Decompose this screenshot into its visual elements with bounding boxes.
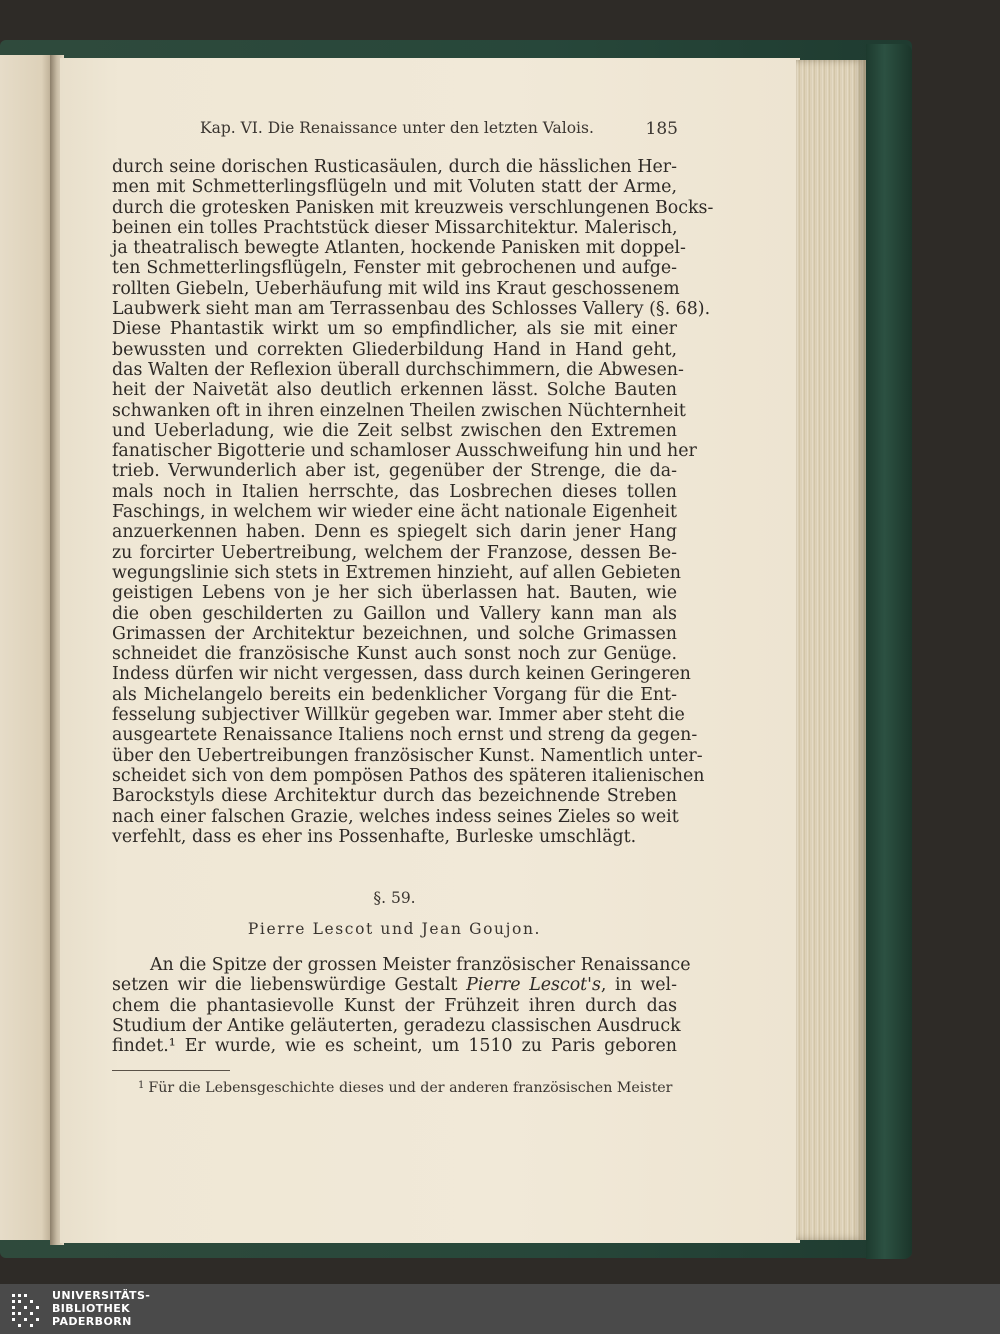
text-line: ausgeartete Renaissance Italiens noch ernst und streng da gegen- bbox=[112, 725, 698, 746]
library-logo-icon bbox=[8, 1290, 48, 1330]
page-header bbox=[200, 119, 678, 141]
text-line: ja theatralisch bewegte Atlanten, hockende Panisken mit doppel- bbox=[112, 238, 686, 259]
text-line: rollten Giebeln, Ueberhäufung mit wild ins Kraut geschossenem bbox=[112, 278, 680, 299]
cover-edge bbox=[866, 44, 912, 1259]
footnote-marker: 1 bbox=[138, 1080, 145, 1091]
text-line: scheidet sich von dem pompösen Pathos des späteren italienischen bbox=[112, 765, 705, 786]
text-line: schwanken oft in ihren einzelnen Theilen zwischen Nüchternheit bbox=[112, 400, 686, 421]
text-line: wegungslinie sich stets in Extremen hinzieht, auf allen Gebieten bbox=[112, 562, 681, 583]
text-line: Faschings, in welchem wir wieder eine ächt nationale Eigenheit bbox=[112, 502, 677, 523]
footnote bbox=[138, 1080, 678, 1096]
page-number: 185 bbox=[645, 119, 678, 139]
text-line: verfehlt, dass es eher ins Possenhafte, Burleske umschlägt. bbox=[112, 826, 637, 847]
text-line: anzuerkennen haben. Denn es spiegelt sich darin jener Hang bbox=[112, 522, 677, 543]
text-line bbox=[112, 955, 691, 975]
text-line: Barockstyls diese Architektur durch das bezeichnende Streben bbox=[112, 786, 677, 807]
text-segment: An die Spitze der grossen Meister französischer Renaissance bbox=[150, 955, 691, 975]
text-segment: chem die phantasievolle Kunst der Frühzeit ihren durch das bbox=[112, 995, 677, 1016]
library-name-line-2: BIBLIOTHEK bbox=[52, 1302, 131, 1315]
text-line: zu forcirter Uebertreibung, welchem der Franzose, dessen Be- bbox=[112, 542, 677, 563]
library-name-line-1: UNIVERSITÄTS- bbox=[52, 1289, 151, 1302]
text-line: als Michelangelo bereits ein bedenklicher Vorgang für die Ent- bbox=[112, 684, 677, 705]
text-line: fanatischer Bigotterie und schamloser Ausschweifung hin und her bbox=[112, 441, 697, 462]
text-line: bewussten und correkten Gliederbildung Hand in Hand geht, bbox=[112, 339, 677, 360]
text-line: mals noch in Italien herrschte, das Losbrechen dieses tollen bbox=[112, 481, 677, 502]
footnote-text: Für die Lebensgeschichte dieses und der anderen französischen Meister bbox=[148, 1080, 673, 1096]
library-name-line-3: PADERBORN bbox=[52, 1315, 132, 1328]
text-line: beinen ein tolles Prachtstück dieser Missarchitektur. Malerisch, bbox=[112, 217, 678, 238]
library-name bbox=[52, 1289, 150, 1328]
text-line: men mit Schmetterlingsflügeln und mit Voluten statt der Arme, bbox=[112, 177, 677, 198]
text-line: fesselung subjectiver Willkür gegeben war. Immer aber steht die bbox=[112, 705, 685, 726]
section-paragraph bbox=[112, 955, 691, 1057]
section-title: Pierre Lescot und Jean Goujon. bbox=[247, 920, 542, 938]
text-line: und Ueberladung, wie die Zeit selbst zwischen den Extremen bbox=[112, 420, 677, 441]
facing-page-edge bbox=[0, 55, 52, 1240]
text-line: die oben geschilderten zu Gaillon und Vallery kann man als bbox=[112, 603, 677, 624]
text-line bbox=[112, 1015, 681, 1036]
text-segment: , in wel- bbox=[600, 975, 677, 996]
footnote-rule bbox=[112, 1070, 230, 1071]
text-line: ten Schmetterlingsflügeln, Fenster mit gebrochenen und aufge- bbox=[112, 258, 677, 279]
page-edges bbox=[796, 60, 866, 1240]
library-footer bbox=[0, 1284, 1000, 1334]
text-line: trieb. Verwunderlich aber ist, gegenüber der Strenge, die da- bbox=[112, 461, 677, 482]
text-line: Grimassen der Architektur bezeichnen, und solche Grimassen bbox=[112, 623, 677, 644]
text-line bbox=[112, 996, 677, 1016]
text-line: heit der Naivetät also deutlich erkennen lässt. Solche Bauten bbox=[112, 380, 677, 401]
text-line: das Walten der Reflexion überall durchschimmern, die Abwesen- bbox=[112, 359, 684, 380]
text-line bbox=[112, 1036, 677, 1056]
body-paragraph bbox=[112, 157, 714, 847]
text-line: schneidet die französische Kunst auch sonst noch zur Genüge. bbox=[112, 644, 677, 665]
text-line: durch seine dorischen Rusticasäulen, durch die hässlichen Her- bbox=[112, 157, 677, 177]
text-segment: Studium der Antike geläuterten, geradezu classischen Ausdruck bbox=[112, 1015, 681, 1036]
text-line: geistigen Lebens von je her sich überlassen hat. Bauten, wie bbox=[112, 583, 677, 604]
running-head: Kap. VI. Die Renaissance unter den letzten Valois. bbox=[200, 119, 594, 137]
text-line: nach einer falschen Grazie, welches indess seines Zieles so weit bbox=[112, 806, 679, 827]
text-line: über den Uebertreibungen französischer Kunst. Namentlich unter- bbox=[112, 745, 703, 766]
text-line bbox=[112, 975, 677, 995]
text-line: Diese Phantastik wirkt um so empfindlicher, als sie mit einer bbox=[112, 319, 677, 340]
text-segment: findet.¹ Er wurde, wie es scheint, um 1510 zu Paris geboren bbox=[112, 1036, 677, 1057]
person-name: Pierre Lescot's bbox=[466, 975, 601, 996]
text-line: Indess dürfen wir nicht vergessen, dass durch keinen Geringeren bbox=[112, 664, 691, 685]
text-segment: setzen wir die liebenswürdige Gestalt bbox=[112, 975, 467, 996]
section-number: §. 59. bbox=[373, 889, 416, 907]
text-line: Laubwerk sieht man am Terrassenbau des Schlosses Vallery (§. 68). bbox=[112, 299, 711, 320]
text-line: durch die grotesken Panisken mit kreuzweis verschlungenen Bocks- bbox=[112, 197, 714, 218]
